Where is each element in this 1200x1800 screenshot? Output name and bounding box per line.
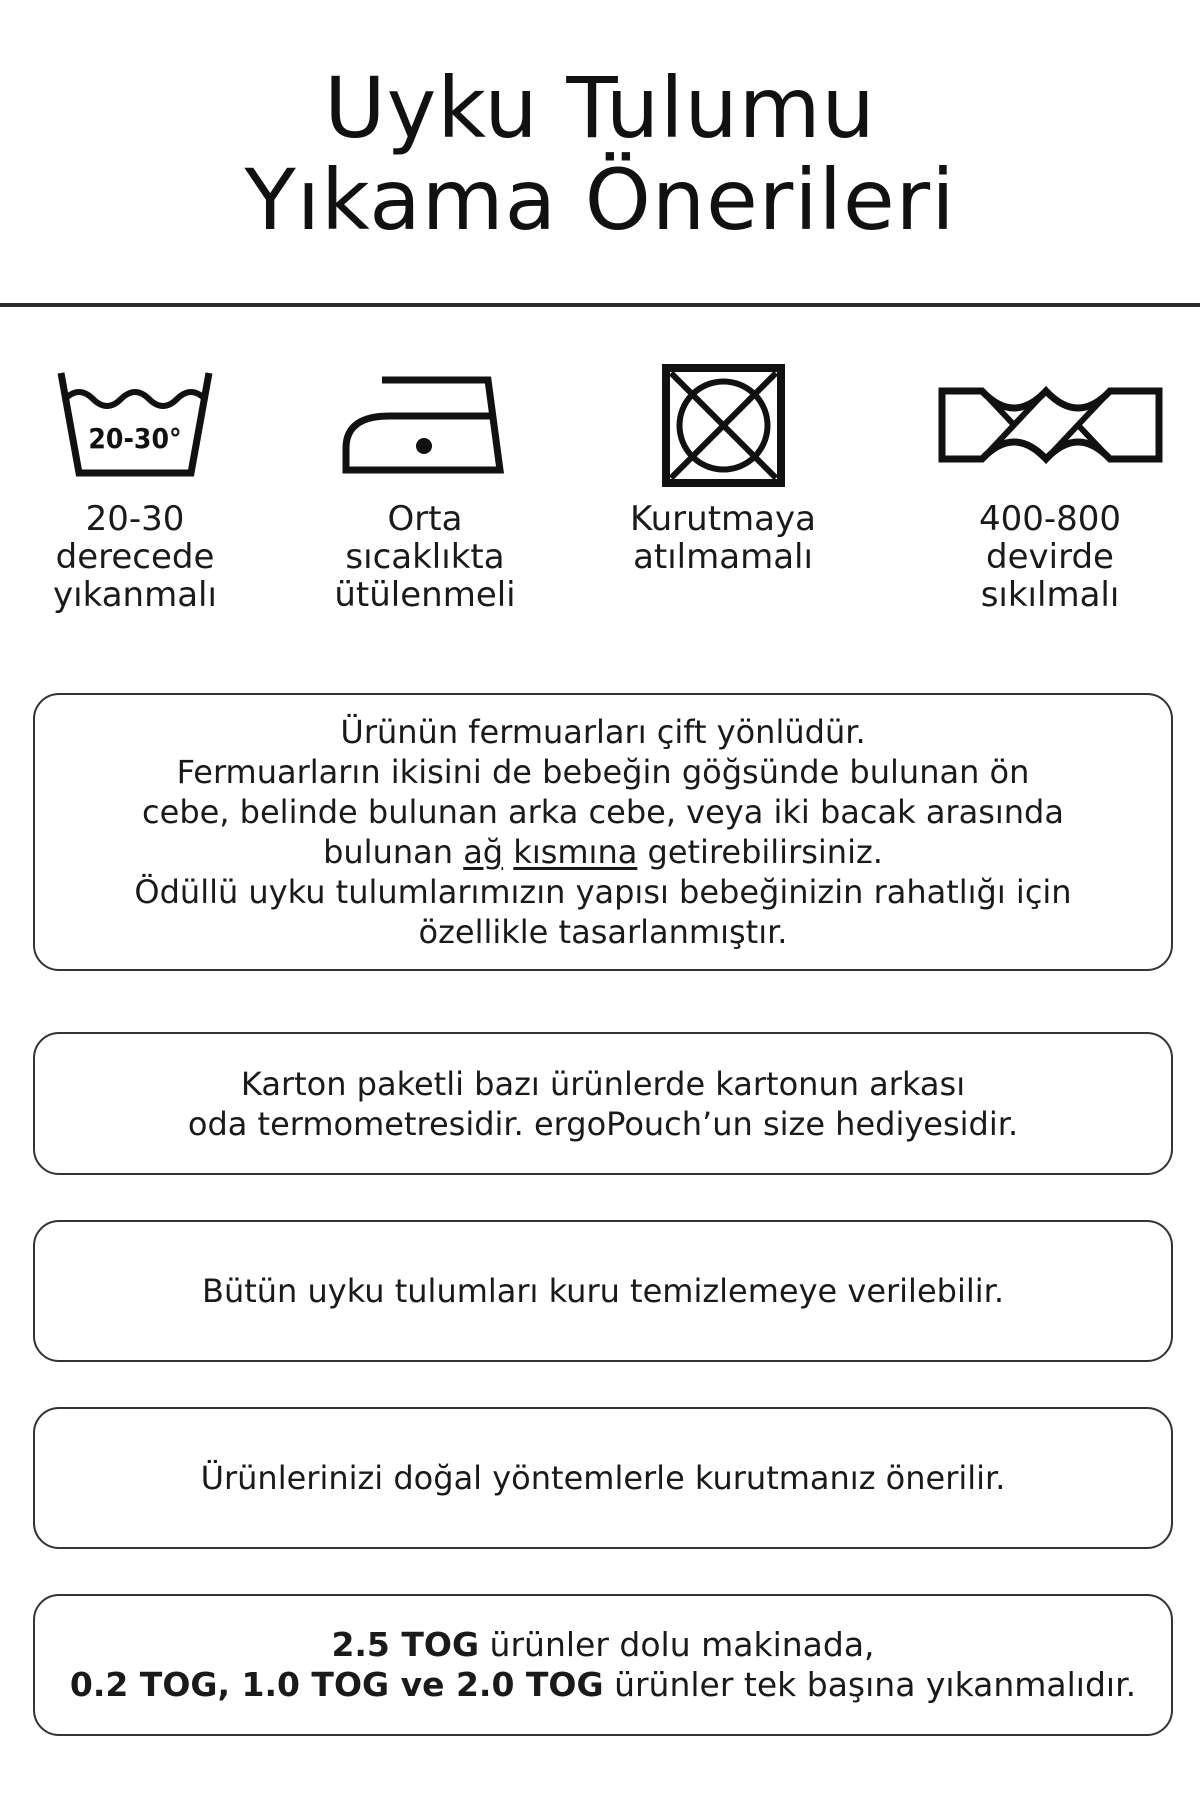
natural-dry-text: Ürünlerinizi doğal yöntemlerle kurutmanız önerilir.	[200, 1459, 1006, 1497]
carton-line-1: Karton paketli bazı ürünlerde kartonun arkası	[240, 1064, 966, 1103]
underlined-kismina: kısmına	[513, 833, 638, 871]
page-title	[0, 59, 1200, 249]
zipper-line-6: özellikle tasarlanmıştır.	[418, 913, 788, 951]
dry-clean-info-box	[33, 1220, 1173, 1362]
care-label-wash: 20-30 derecede yıkanmalı	[53, 499, 217, 615]
zipper-line-2: Fermuarların ikisini de bebeğin göğsünde bulunan ön	[176, 753, 1030, 791]
tog-line-2: 0.2 TOG, 1.0 TOG ve 2.0 TOG ürünler tek başına yıkanmalıdır.	[69, 1665, 1137, 1704]
title-line-1: Uyku Tulumu	[324, 59, 876, 157]
underlined-ag: ağ	[463, 833, 504, 871]
zipper-line-5: Ödüllü uyku tulumlarımızın yapısı bebeğinizin rahatlığı için	[134, 873, 1072, 911]
tog-info-box	[33, 1594, 1173, 1736]
carton-line-2: oda termometresidir. ergoPouch’un size hediyesidir.	[187, 1104, 1019, 1143]
care-item-iron	[290, 360, 560, 614]
title-divider	[0, 303, 1200, 307]
care-label-wring: 400-800 devirde sıkılmalı	[978, 499, 1122, 615]
zipper-info-box	[33, 693, 1173, 971]
zipper-line-3: cebe, belinde bulunan arka cebe, veya iki bacak arasında	[142, 793, 1064, 831]
zipper-line-1: Ürünün fermuarları çift yönlüdür.	[340, 713, 866, 751]
tog-line-1: 2.5 TOG ürünler dolu makinada,	[331, 1625, 875, 1664]
dry-clean-text: Bütün uyku tulumları kuru temizlemeye verilebilir.	[201, 1272, 1004, 1310]
care-label-tumble: Kurutmaya atılmamalı	[630, 499, 816, 577]
care-item-wash	[0, 360, 270, 614]
iron-medium-icon	[290, 360, 560, 490]
care-label-iron: Orta sıcaklıkta ütülenmeli	[334, 499, 516, 615]
wash-30-icon	[0, 360, 270, 490]
care-item-wring	[915, 360, 1185, 614]
natural-dry-info-box	[33, 1407, 1173, 1549]
do-not-tumble-dry-icon	[588, 360, 858, 490]
title-line-2: Yıkama Önerileri	[244, 151, 956, 249]
wring-icon	[915, 360, 1185, 490]
carton-info-box	[33, 1032, 1173, 1175]
wash-temp-label: 20-30°	[88, 422, 182, 455]
care-item-tumble	[588, 360, 858, 576]
zipper-line-4: bulunan ağ kısmına getirebilirsiniz.	[323, 833, 883, 871]
